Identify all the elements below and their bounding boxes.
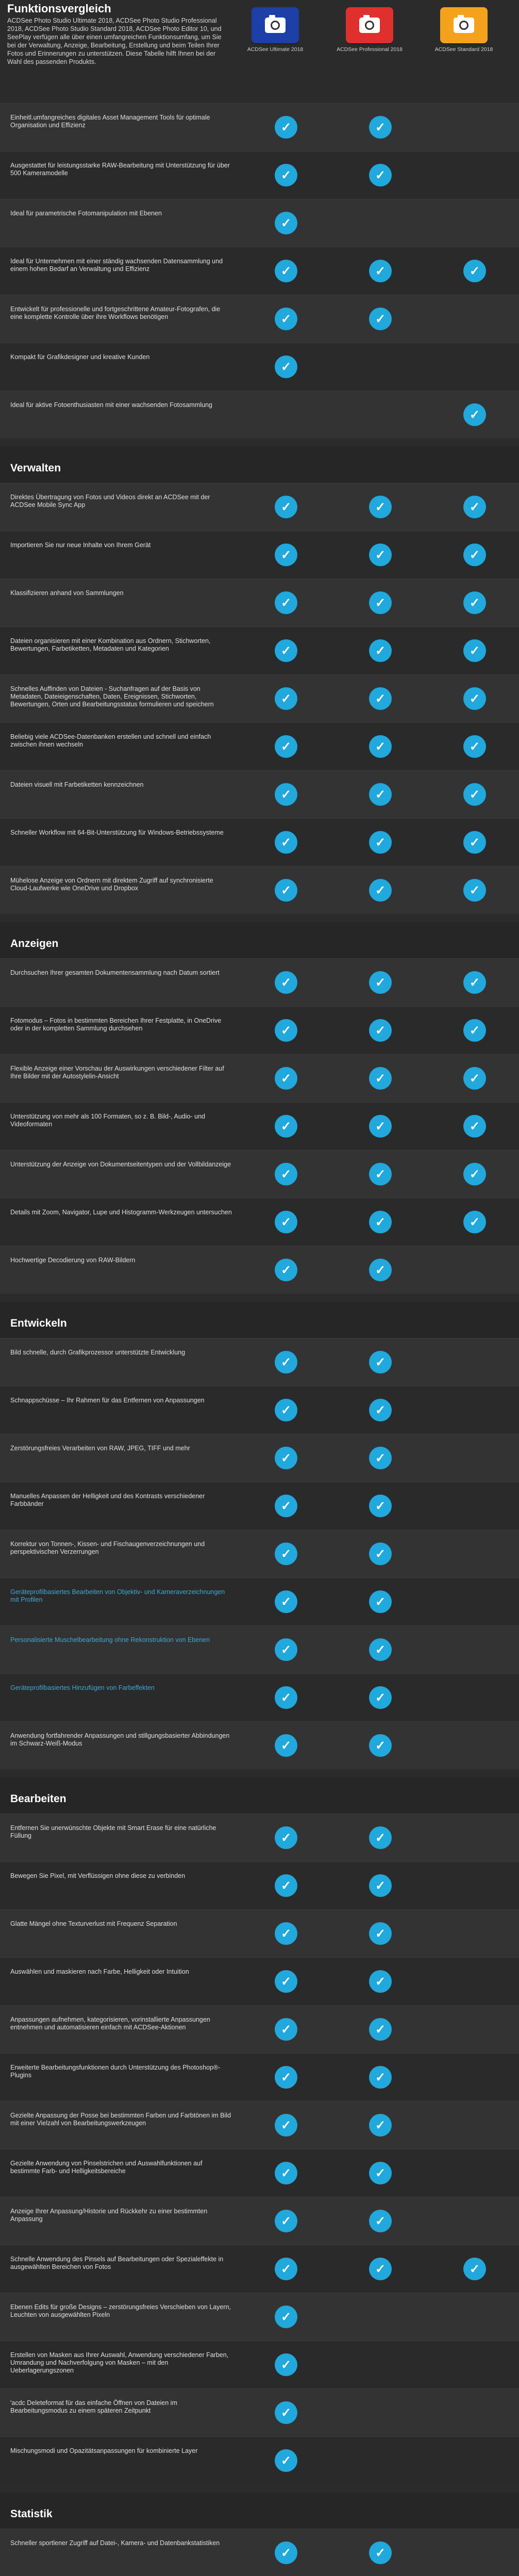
comparison-header [0, 0, 519, 103]
checkmark-icon: ✓ [275, 2306, 297, 2328]
checkmark-icon: ✓ [369, 1826, 392, 1849]
camera-icon [252, 7, 299, 43]
checkmark-icon: ✓ [369, 1970, 392, 1993]
feature-text: Ebenen Edits für große Designs – zerstörungsfreies Verschieben von Layern, Leuchten von ausgewählten Pixeln [10, 2303, 231, 2318]
feature-text: Hochwertige Decodierung von RAW-Bildern [10, 1257, 136, 1264]
checkmark-icon: ✓ [463, 831, 486, 854]
table-row [0, 1721, 519, 1769]
table-row [0, 391, 519, 438]
checkmark-icon: ✓ [275, 1351, 297, 1374]
checkmark-icon: ✓ [463, 687, 486, 710]
feature-text: Mischungsmodi und Opazitätsanpassungen für kombinierte Layer [10, 2447, 198, 2454]
feature-text: Ideal für aktive Fotoenthusiasten mit einer wachsenden Fotosammlung [10, 401, 212, 409]
feature-text: Auswählen und maskieren nach Farbe, Helligkeit oder Intuition [10, 1968, 189, 1975]
checkmark-icon: ✓ [275, 971, 297, 994]
checkmark-icon: ✓ [369, 1163, 392, 1185]
table-row [0, 2005, 519, 2053]
checkmark-icon: ✓ [463, 1019, 486, 1042]
checkmark-icon: ✓ [275, 639, 297, 662]
section-title: Entwickeln [10, 1317, 67, 1329]
checkmark-icon: ✓ [369, 1590, 392, 1613]
feature-text: Schnappschüsse – Ihr Rahmen für das Entfernen von Anpassungen [10, 1397, 205, 1404]
table-row [0, 2053, 519, 2101]
checkmark-icon: ✓ [369, 308, 392, 330]
checkmark-icon: ✓ [369, 1447, 392, 1469]
checkmark-icon: ✓ [275, 591, 297, 614]
table-row [0, 1198, 519, 1246]
table-row [0, 1150, 519, 1198]
checkmark-icon: ✓ [275, 2210, 297, 2232]
checkmark-icon: ✓ [369, 1734, 392, 1757]
checkmark-icon: ✓ [275, 1970, 297, 1993]
product-name-professional: ACDSee Professional 2018 [337, 46, 403, 53]
feature-text: Durchsuchen Ihrer gesamten Dokumentensammlung nach Datum sortiert [10, 969, 220, 976]
table-row [0, 151, 519, 199]
checkmark-icon: ✓ [369, 1543, 392, 1565]
product-ultimate[interactable] [237, 7, 314, 53]
feature-text: Ideal für Unternehmen mit einer ständig wachsenden Datensammlung und einem hohen Bedarf an Verwaltung und Effizienz [10, 258, 223, 273]
checkmark-icon: ✓ [369, 1211, 392, 1233]
checkmark-icon: ✓ [463, 639, 486, 662]
camera-icon [440, 7, 488, 43]
section-heading [0, 1777, 519, 1814]
section-heading [0, 922, 519, 958]
section-heading [0, 447, 519, 483]
checkmark-icon: ✓ [463, 735, 486, 758]
feature-text: Schnelles Auffinden von Dateien - Suchanfragen auf der Basis von Metadaten, Dateieigenschaften, Daten, Ereignissen, Stichworten, Bewertungen, Orten und Bearbeitungsstatus formulieren und speichern [10, 685, 214, 708]
table-row [0, 2149, 519, 2197]
feature-text: Importieren Sie nur neue Inhalte von Ihrem Gerät [10, 541, 151, 549]
checkmark-icon: ✓ [275, 2449, 297, 2472]
feature-text: Fotomodus – Fotos in bestimmten Bereichen Ihrer Festplatte, in OneDrive oder in der kompletten Sammlung durchsehen [10, 1017, 222, 1032]
section-spacer [0, 2484, 519, 2493]
table-row [0, 199, 519, 247]
table-row [0, 1957, 519, 2005]
feature-text: Klassifizieren anhand von Sammlungen [10, 589, 124, 597]
feature-text: Flexible Anzeige einer Vorschau der Auswirkungen verschiedener Filter auf Ihre Bilder mit der Autostylelin-Ansicht [10, 1065, 224, 1080]
feature-text: Bild schnelle, durch Grafikprozessor unterstützte Entwicklung [10, 1349, 186, 1356]
section-heading [0, 1302, 519, 1338]
table-row [0, 483, 519, 531]
table-row [0, 2293, 519, 2341]
table-row [0, 1054, 519, 1102]
checkmark-icon: ✓ [275, 1686, 297, 1709]
checkmark-icon: ✓ [275, 1211, 297, 1233]
section-title: Bearbeiten [10, 1793, 66, 1805]
table-row [0, 1578, 519, 1625]
checkmark-icon: ✓ [275, 2541, 297, 2564]
checkmark-icon: ✓ [275, 2162, 297, 2184]
feature-text: Dateien visuell mit Farbetiketten kennzeichnen [10, 781, 144, 788]
checkmark-icon: ✓ [369, 687, 392, 710]
checkmark-icon: ✓ [369, 639, 392, 662]
feature-text: 'acdc Deleteformat für das einfache Öffnen von Dateien im Bearbeitungsmodus zu einem späteren Zeitpunkt [10, 2399, 177, 2414]
product-name-standard: ACDSee Standard 2018 [434, 46, 493, 53]
feature-text: Unterstützung von mehr als 100 Formaten, so z. B. Bild-, Audio- und Videoformaten [10, 1113, 205, 1128]
checkmark-icon: ✓ [463, 1115, 486, 1138]
checkmark-icon: ✓ [369, 971, 392, 994]
checkmark-icon: ✓ [463, 1211, 486, 1233]
feature-text: Schneller Workflow mit 64-Bit-Unterstützung für Windows-Betriebssysteme [10, 829, 224, 836]
table-row [0, 1909, 519, 1957]
checkmark-icon: ✓ [369, 783, 392, 806]
feature-text: Entfernen Sie unerwünschte Objekte mit Smart Erase für eine natürliche Füllung [10, 1824, 216, 1839]
table-row [0, 722, 519, 770]
table-row [0, 2529, 519, 2576]
feature-text: Erweiterte Bearbeitungsfunktionen durch Unterstützung des Photoshop®-Plugins [10, 2064, 221, 2079]
checkmark-icon: ✓ [463, 403, 486, 426]
checkmark-icon: ✓ [463, 591, 486, 614]
table-row [0, 1673, 519, 1721]
checkmark-icon: ✓ [275, 2114, 297, 2137]
table-row [0, 1386, 519, 1434]
table-row [0, 2245, 519, 2293]
feature-text: Dateien organisieren mit einer Kombination aus Ordnern, Stichworten, Bewertungen, Farbetiketten, Metadaten und Kategorien [10, 637, 211, 652]
table-row [0, 866, 519, 914]
product-name-ultimate: ACDSee Ultimate 2018 [247, 46, 304, 53]
checkmark-icon: ✓ [463, 2258, 486, 2280]
checkmark-icon: ✓ [275, 2353, 297, 2376]
table-row [0, 1814, 519, 1861]
feature-text: Details mit Zoom, Navigator, Lupe und Histogramm-Werkzeugen untersuchen [10, 1209, 232, 1216]
checkmark-icon: ✓ [463, 544, 486, 566]
checkmark-icon: ✓ [275, 1259, 297, 1281]
section-spacer [0, 1294, 519, 1302]
checkmark-icon: ✓ [463, 783, 486, 806]
checkmark-icon: ✓ [275, 544, 297, 566]
checkmark-icon: ✓ [275, 2258, 297, 2280]
table-row [0, 818, 519, 866]
checkmark-icon: ✓ [275, 2018, 297, 2041]
feature-text: Schnelle Anwendung des Pinsels auf Bearbeitungen oder Spezialeffekte in ausgewählten Bereichen von Fotos [10, 2256, 224, 2270]
table-row [0, 2197, 519, 2245]
checkmark-icon: ✓ [369, 1115, 392, 1138]
section-title: Verwalten [10, 462, 61, 474]
checkmark-icon: ✓ [275, 1019, 297, 1042]
checkmark-icon: ✓ [275, 1495, 297, 1517]
checkmark-icon: ✓ [275, 164, 297, 187]
table-row [0, 1102, 519, 1150]
checkmark-icon: ✓ [275, 496, 297, 518]
checkmark-icon: ✓ [369, 1638, 392, 1661]
checkmark-icon: ✓ [369, 2210, 392, 2232]
checkmark-icon: ✓ [275, 116, 297, 139]
page-title: Funktionsvergleich [7, 2, 111, 15]
feature-text: Mühelose Anzeige von Ordnern mit direktem Zugriff auf synchronisierte Cloud-Laufwerke wie OneDrive und Dropbox [10, 877, 213, 892]
checkmark-icon: ✓ [275, 1922, 297, 1945]
feature-text: Unterstützung der Anzeige von Dokumentseitentypen und der Vollbildanzeige [10, 1161, 231, 1168]
checkmark-icon: ✓ [275, 1399, 297, 1421]
checkmark-icon: ✓ [275, 308, 297, 330]
checkmark-icon: ✓ [369, 1067, 392, 1090]
checkmark-icon: ✓ [275, 355, 297, 378]
table-row [0, 295, 519, 343]
checkmark-icon: ✓ [369, 2162, 392, 2184]
checkmark-icon: ✓ [463, 971, 486, 994]
product-standard[interactable] [425, 7, 503, 53]
checkmark-icon: ✓ [369, 544, 392, 566]
feature-text: Beliebig viele ACDSee-Datenbanken erstellen und schnell und einfach zwischen ihnen wechseln [10, 733, 211, 748]
feature-text: Anpassungen aufnehmen, kategorisieren, vorinstallierte Anpassungen entnehmen und automatisieren einfach mit ACDSee-Aktionen [10, 2016, 210, 2031]
checkmark-icon: ✓ [463, 260, 486, 282]
feature-text: Kompakt für Grafikdesigner und kreative Kunden [10, 353, 150, 361]
table-row [0, 343, 519, 391]
checkmark-icon: ✓ [369, 879, 392, 902]
feature-text[interactable]: Geräteprofilbasiertes Bearbeiten von Objektiv- und Kameraverzeichnungen mit Profilen [10, 1588, 225, 1603]
feature-text: Manuelles Anpassen der Helligkeit und des Kontrasts verschiedener Farbbänder [10, 1493, 205, 1507]
checkmark-icon: ✓ [275, 735, 297, 758]
checkmark-icon: ✓ [275, 1115, 297, 1138]
table-row [0, 531, 519, 579]
checkmark-icon: ✓ [369, 496, 392, 518]
checkmark-icon: ✓ [275, 1638, 297, 1661]
table-row [0, 770, 519, 818]
intro-text: ACDSee Photo Studio Ultimate 2018, ACDSee Photo Studio Professional 2018, ACDSee Photo Studio Standard 2018, ACDSee Photo Editor 10, und SeePlay verfügen alle über einen umfangreichen Funktionsumfang, um Sie bei der Verwaltung, Anzeige, Bearbeitung, Erstellung und beim Teilen Ihrer Fotos und Erinnerungen zu unterstützen. Diese Tabelle hilft Ihnen bei der Wahl des passenden Produkts. [7, 17, 222, 65]
checkmark-icon: ✓ [275, 687, 297, 710]
table-row [0, 2341, 519, 2388]
table-row [0, 247, 519, 295]
table-row [0, 2436, 519, 2484]
table-row [0, 1246, 519, 1294]
checkmark-icon: ✓ [369, 2541, 392, 2564]
checkmark-icon: ✓ [463, 496, 486, 518]
feature-text: Gezielte Anwendung von Pinselstrichen und Auswahlfunktionen auf bestimmte Farb- und Helligkeitsbereiche [10, 2160, 203, 2175]
table-row [0, 1006, 519, 1054]
checkmark-icon: ✓ [369, 164, 392, 187]
checkmark-icon: ✓ [275, 831, 297, 854]
checkmark-icon: ✓ [369, 591, 392, 614]
checkmark-icon: ✓ [275, 1543, 297, 1565]
feature-text: Korrektur von Tonnen-, Kissen- und Fischaugenverzeichnungen und perspektivischen Verzerrungen [10, 1540, 205, 1555]
checkmark-icon: ✓ [369, 1399, 392, 1421]
checkmark-icon: ✓ [275, 879, 297, 902]
comparison-table [0, 103, 519, 2576]
checkmark-icon: ✓ [275, 212, 297, 234]
checkmark-icon: ✓ [463, 1067, 486, 1090]
section-spacer [0, 1769, 519, 1777]
section-heading [0, 2493, 519, 2529]
feature-text: Bewegen Sie Pixel, mit Verflüssigen ohne diese zu verbinden [10, 1872, 186, 1879]
feature-text: Ideal für parametrische Fotomanipulation mit Ebenen [10, 210, 162, 217]
camera-icon [346, 7, 393, 43]
checkmark-icon: ✓ [275, 1447, 297, 1469]
feature-text: Direktes Übertragung von Fotos und Videos direkt an ACDSee mit der ACDSee Mobile Sync App [10, 494, 210, 509]
section-title: Statistik [10, 2508, 53, 2520]
table-row [0, 1530, 519, 1578]
feature-text[interactable]: Geräteprofilbasiertes Hinzufügen von Farbeffekten [10, 1684, 155, 1691]
checkmark-icon: ✓ [369, 2114, 392, 2137]
checkmark-icon: ✓ [369, 1686, 392, 1709]
section-title: Anzeigen [10, 938, 59, 950]
feature-text: Schneller sportlener Zugriff auf Datei-, Kamera- und Datenbankstatistiken [10, 2539, 220, 2547]
table-row [0, 2388, 519, 2436]
checkmark-icon: ✓ [275, 260, 297, 282]
feature-text: Entwickelt für professionelle und fortgeschrittene Amateur-Fotografen, die eine komplette Kontrolle über ihre Workflows benötigen [10, 306, 221, 320]
checkmark-icon: ✓ [463, 1163, 486, 1185]
checkmark-icon: ✓ [369, 1351, 392, 1374]
checkmark-icon: ✓ [369, 116, 392, 139]
table-row [0, 579, 519, 626]
checkmark-icon: ✓ [275, 2401, 297, 2424]
feature-text: Glatte Mängel ohne Texturverlust mit Frequenz Separation [10, 1920, 177, 1927]
checkmark-icon: ✓ [275, 1163, 297, 1185]
checkmark-icon: ✓ [369, 1259, 392, 1281]
feature-text: Erstellen von Masken aus Ihrer Auswahl, Anwendung verschiedener Farben, Umrandung und Nachverfolgung von Masken – mit den Ueberlagerungszonen [10, 2351, 229, 2374]
product-professional[interactable] [331, 7, 408, 53]
feature-text: Anzeige Ihrer Anpassung/Historie und Rückkehr zu einer bestimmten Anpassung [10, 2208, 208, 2223]
checkmark-icon: ✓ [275, 1826, 297, 1849]
table-row [0, 1434, 519, 1482]
checkmark-icon: ✓ [369, 1495, 392, 1517]
feature-text[interactable]: Personalisierte Muschelbearbeitung ohne Rekonstruktion von Ebenen [10, 1636, 210, 1643]
feature-text: Zerstörungsfreies Verarbeiten von RAW, JPEG, TIFF und mehr [10, 1445, 190, 1452]
table-row [0, 626, 519, 674]
checkmark-icon: ✓ [369, 2258, 392, 2280]
checkmark-icon: ✓ [275, 1874, 297, 1897]
table-row [0, 1861, 519, 1909]
checkmark-icon: ✓ [369, 831, 392, 854]
feature-text: Gezielte Anpassung der Posse bei bestimmten Farben und Farbtönen im Bild mit einer Vielzahl von Bearbeitungswerkzeugen [10, 2112, 231, 2127]
table-row [0, 103, 519, 151]
table-row [0, 1482, 519, 1530]
checkmark-icon: ✓ [369, 1922, 392, 1945]
table-row [0, 2101, 519, 2149]
checkmark-icon: ✓ [275, 783, 297, 806]
table-row [0, 958, 519, 1006]
feature-text: Ausgestattet für leistungsstarke RAW-Bearbeitung mit Unterstützung für über 500 Kameramodelle [10, 162, 230, 177]
table-row [0, 1338, 519, 1386]
checkmark-icon: ✓ [369, 260, 392, 282]
table-row [0, 674, 519, 722]
checkmark-icon: ✓ [463, 879, 486, 902]
checkmark-icon: ✓ [275, 2066, 297, 2089]
checkmark-icon: ✓ [369, 1019, 392, 1042]
section-spacer [0, 438, 519, 447]
section-spacer [0, 914, 519, 922]
checkmark-icon: ✓ [369, 735, 392, 758]
checkmark-icon: ✓ [275, 1067, 297, 1090]
checkmark-icon: ✓ [275, 1734, 297, 1757]
feature-text: Anwendung fortfahrender Anpassungen und stillgungsbasierter Abbindungen im Schwarz-Weiß-Modus [10, 1732, 230, 1747]
feature-text: Einheitl.umfangreiches digitales Asset Management Tools für optimale Organisation und Effizienz [10, 114, 210, 129]
checkmark-icon: ✓ [369, 1874, 392, 1897]
checkmark-icon: ✓ [369, 2018, 392, 2041]
table-row [0, 1625, 519, 1673]
checkmark-icon: ✓ [275, 1590, 297, 1613]
checkmark-icon: ✓ [369, 2066, 392, 2089]
